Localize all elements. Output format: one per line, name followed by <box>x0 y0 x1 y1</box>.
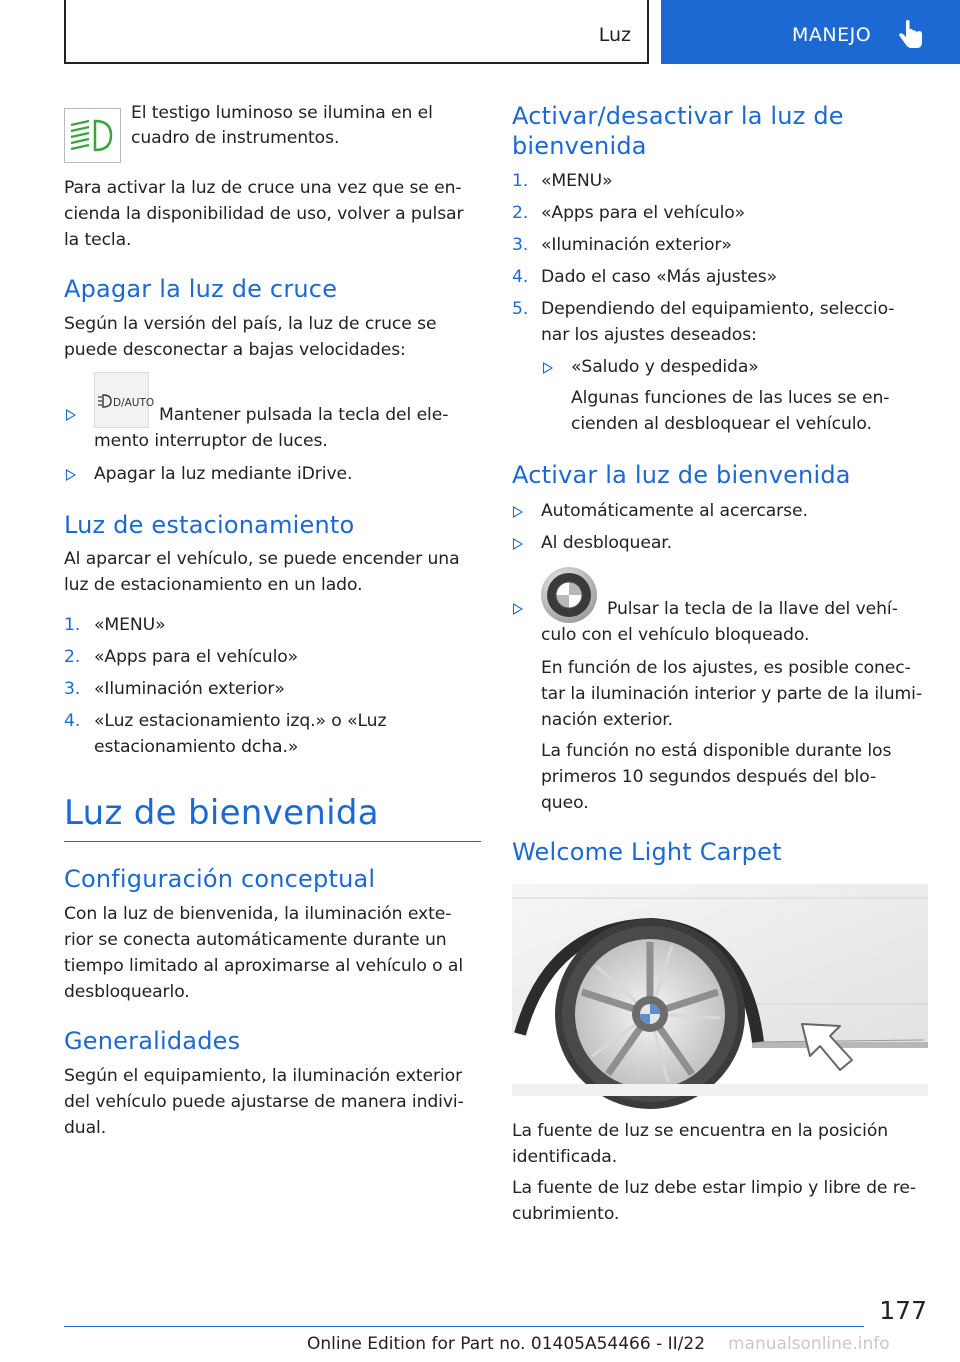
step-text: «Apps para el vehículo» <box>94 647 299 667</box>
step-number: 4. <box>512 267 529 287</box>
text-line: Para activar la luz de cruce una vez que se en- <box>64 178 462 198</box>
page-number: 177 <box>879 1296 927 1325</box>
text-line: La función no está disponible durante los <box>541 741 892 761</box>
bullet-triangle <box>66 409 76 421</box>
text-line: dual. <box>64 1118 107 1138</box>
text-line: luz de estacionamiento en un lado. <box>64 575 363 595</box>
text-line: Al aparcar el vehículo, se puede encender una <box>64 549 460 569</box>
step-text: «Iluminación exterior» <box>94 679 285 699</box>
text-line: La fuente de luz se encuentra en la posición <box>512 1121 889 1141</box>
bullet-triangle <box>513 538 523 550</box>
text-line: identificada. <box>512 1147 618 1167</box>
bmw-key-icon <box>540 566 598 624</box>
header-chapter-tab[interactable] <box>661 0 960 64</box>
text-line: Según el equipamiento, la iluminación exterior <box>64 1066 463 1086</box>
step-number: 2. <box>512 203 529 223</box>
text-line: cienden al desbloquear el vehículo. <box>571 414 872 434</box>
heading-activar-bienvenida: Activar la luz de bienvenida <box>512 461 851 489</box>
text-line: del vehículo puede ajustarse de manera indivi- <box>64 1092 464 1112</box>
step-number: 1. <box>64 615 81 635</box>
auto-icon-label: D/AUTO <box>113 397 155 409</box>
footer-edition: Online Edition for Part no. 01405A54466 - II/22 <box>307 1334 706 1354</box>
step-text: «Iluminación exterior» <box>541 235 732 255</box>
step-text: Dependiendo del equipamiento, seleccio- <box>541 299 895 319</box>
step-text: «MENU» <box>94 615 166 635</box>
heading-rule <box>64 841 481 842</box>
header-section-title: Luz <box>598 24 631 46</box>
step-text: nar los ajustes deseados: <box>541 325 757 345</box>
text-line: tiempo limitado al aproximarse al vehículo o al <box>64 956 463 976</box>
bullet-text: mento interruptor de luces. <box>94 431 328 451</box>
text-line: La fuente de luz debe estar limpio y libre de re- <box>512 1178 916 1198</box>
text-line: tar la iluminación interior y parte de la ilumi- <box>541 684 922 704</box>
bullet-text: Apagar la luz mediante iDrive. <box>94 464 353 484</box>
text-line: Con la luz de bienvenida, la iluminación exte- <box>64 904 452 924</box>
step-text: «Luz estacionamiento izq.» o «Luz <box>94 711 387 731</box>
heading-luz-bienvenida: Luz de bienvenida <box>64 793 379 833</box>
step-number: 2. <box>64 647 81 667</box>
text-line: cubrimiento. <box>512 1204 620 1224</box>
hand-pointer-icon <box>897 20 925 50</box>
bullet-triangle <box>513 603 523 615</box>
indicator-text: El testigo luminoso se ilumina en el cuadro de instrumentos. <box>131 103 433 148</box>
heading-welcome-carpet: Welcome Light Carpet <box>512 838 782 866</box>
car-wheel-illustration <box>512 884 928 1096</box>
step-number: 4. <box>64 711 81 731</box>
header-section-box <box>64 0 649 64</box>
step-number: 1. <box>512 171 529 191</box>
bullet-triangle <box>66 469 76 481</box>
header-chapter-title: MANEJO <box>792 24 872 46</box>
step-text: estacionamiento dcha.» <box>94 737 299 757</box>
bullet-triangle <box>513 506 523 518</box>
heading-activar-desactivar: bienvenida <box>512 132 647 160</box>
text-line: desbloquearlo. <box>64 982 190 1002</box>
bullet-text: Mantener pulsada la tecla del ele- <box>159 405 449 425</box>
text-line: primeros 10 segundos después del blo- <box>541 767 877 787</box>
bullet-text: Pulsar la tecla de la llave del vehí- <box>607 599 898 619</box>
bullet-triangle <box>543 362 553 374</box>
heading-activar-desactivar: Activar/desactivar la luz de <box>512 102 844 130</box>
heading-estacionamiento: Luz de estacionamiento <box>64 511 355 539</box>
text-line: la tecla. <box>64 230 132 250</box>
step-text: «MENU» <box>541 171 613 191</box>
bullet-text: «Saludo y despedida» <box>571 357 759 377</box>
step-number: 3. <box>512 235 529 255</box>
bullet-text: Al desbloquear. <box>541 533 672 553</box>
text-line: cienda la disponibilidad de uso, volver a pulsar <box>64 204 464 224</box>
low-beam-indicator-icon <box>64 108 121 163</box>
bullet-text: Automáticamente al acercarse. <box>541 501 808 521</box>
text-line: rior se conecta automáticamente durante un <box>64 930 447 950</box>
heading-generalidades: Generalidades <box>64 1027 241 1055</box>
auto-light-button-icon <box>94 372 155 428</box>
step-text: «Apps para el vehículo» <box>541 203 746 223</box>
watermark: manualsonline.info <box>728 1334 890 1354</box>
bullet-text: culo con el vehículo bloqueado. <box>541 625 810 645</box>
text-line: nación exterior. <box>541 710 673 730</box>
footer-rule <box>64 1326 864 1327</box>
step-number: 3. <box>64 679 81 699</box>
heading-conceptual: Configuración conceptual <box>64 865 376 893</box>
text-line: Según la versión del país, la luz de cruce se <box>64 314 437 334</box>
text-line: puede desconectar a bajas velocidades: <box>64 340 406 360</box>
step-number: 5. <box>512 299 529 319</box>
text-line: Algunas funciones de las luces se en- <box>571 388 890 408</box>
text-line: En función de los ajustes, es posible conec- <box>541 658 911 678</box>
step-text: Dado el caso «Más ajustes» <box>541 267 778 287</box>
text-line: queo. <box>541 793 589 813</box>
heading-apagar: Apagar la luz de cruce <box>64 275 338 303</box>
